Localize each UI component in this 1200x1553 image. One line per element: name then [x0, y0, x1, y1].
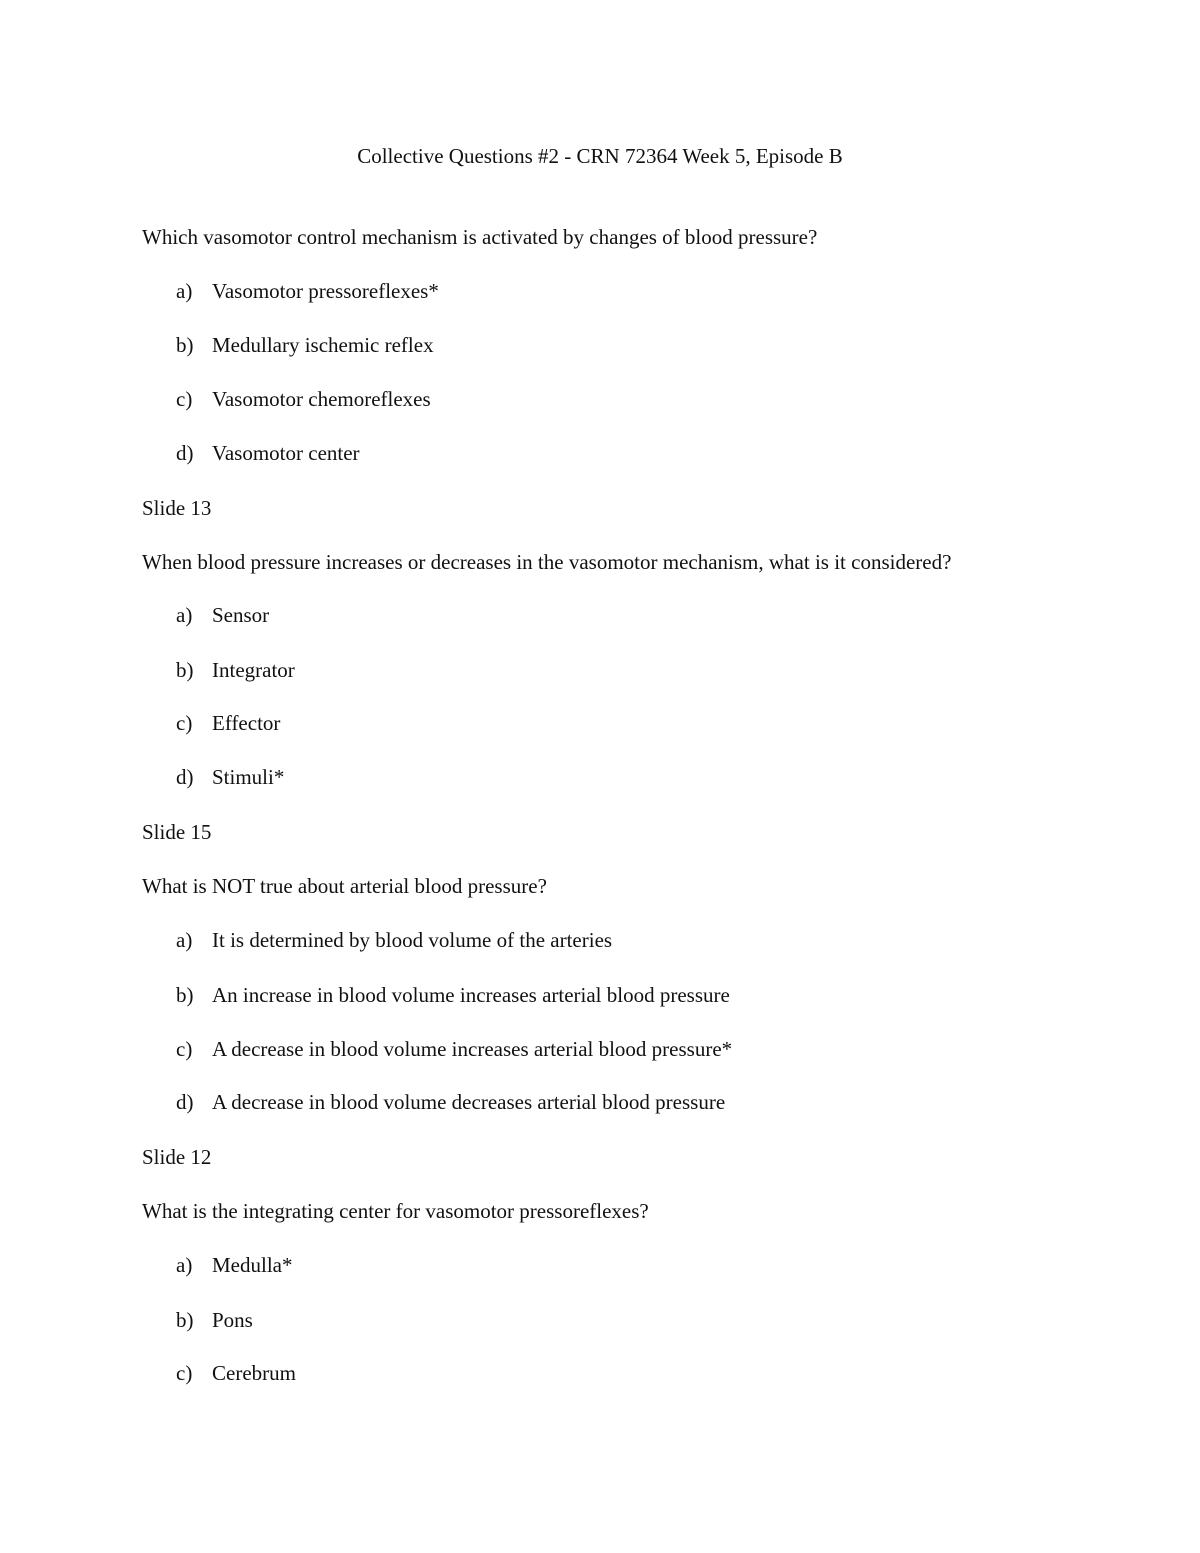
option-text: It is determined by blood volume of the arteries — [212, 928, 613, 952]
option-letter: d) — [176, 765, 194, 789]
option-letter: d) — [176, 1090, 194, 1114]
question-3-text: What is NOT true about arterial blood pressure? — [142, 874, 547, 898]
option-letter: b) — [176, 333, 194, 357]
slide-reference: Slide 13 — [142, 496, 212, 520]
document-title: Collective Questions #2 - CRN 72364 Week 5, Episode B — [357, 144, 843, 168]
option-letter: a) — [176, 603, 193, 627]
question-2-text: When blood pressure increases or decreases in the vasomotor mechanism, what is it considered? — [142, 550, 952, 574]
option-letter: c) — [176, 1037, 193, 1061]
option-text: Stimuli* — [212, 765, 285, 789]
option-text: Vasomotor chemoreflexes — [212, 387, 431, 411]
option-text: Vasomotor pressoreflexes* — [212, 279, 439, 303]
option-text: Cerebrum — [212, 1361, 296, 1385]
option-letter: c) — [176, 387, 193, 411]
option-letter: d) — [176, 441, 194, 465]
option-letter: c) — [176, 1361, 193, 1385]
option-letter: a) — [176, 279, 193, 303]
option-text: Medulla* — [212, 1253, 293, 1277]
option-text: Effector — [212, 711, 281, 735]
option-text: Medullary ischemic reflex — [212, 333, 434, 357]
option-letter: c) — [176, 711, 193, 735]
slide-reference: Slide 12 — [142, 1145, 212, 1169]
slide-reference: Slide 15 — [142, 820, 212, 844]
option-letter: a) — [176, 1253, 193, 1277]
option-letter: b) — [176, 658, 194, 682]
question-1-text: Which vasomotor control mechanism is activated by changes of blood pressure? — [142, 225, 818, 249]
option-text: Pons — [212, 1308, 253, 1332]
question-4-text: What is the integrating center for vasomotor pressoreflexes? — [142, 1199, 649, 1223]
option-letter: b) — [176, 983, 194, 1007]
option-text: Sensor — [212, 603, 270, 627]
option-letter: b) — [176, 1308, 194, 1332]
option-text: A decrease in blood volume decreases arterial blood pressure — [212, 1090, 726, 1114]
option-letter: a) — [176, 928, 193, 952]
option-text: Integrator — [212, 658, 295, 682]
option-text: An increase in blood volume increases arterial blood pressure — [212, 983, 730, 1007]
option-text: Vasomotor center — [212, 441, 360, 465]
option-text: A decrease in blood volume increases arterial blood pressure* — [212, 1037, 733, 1061]
